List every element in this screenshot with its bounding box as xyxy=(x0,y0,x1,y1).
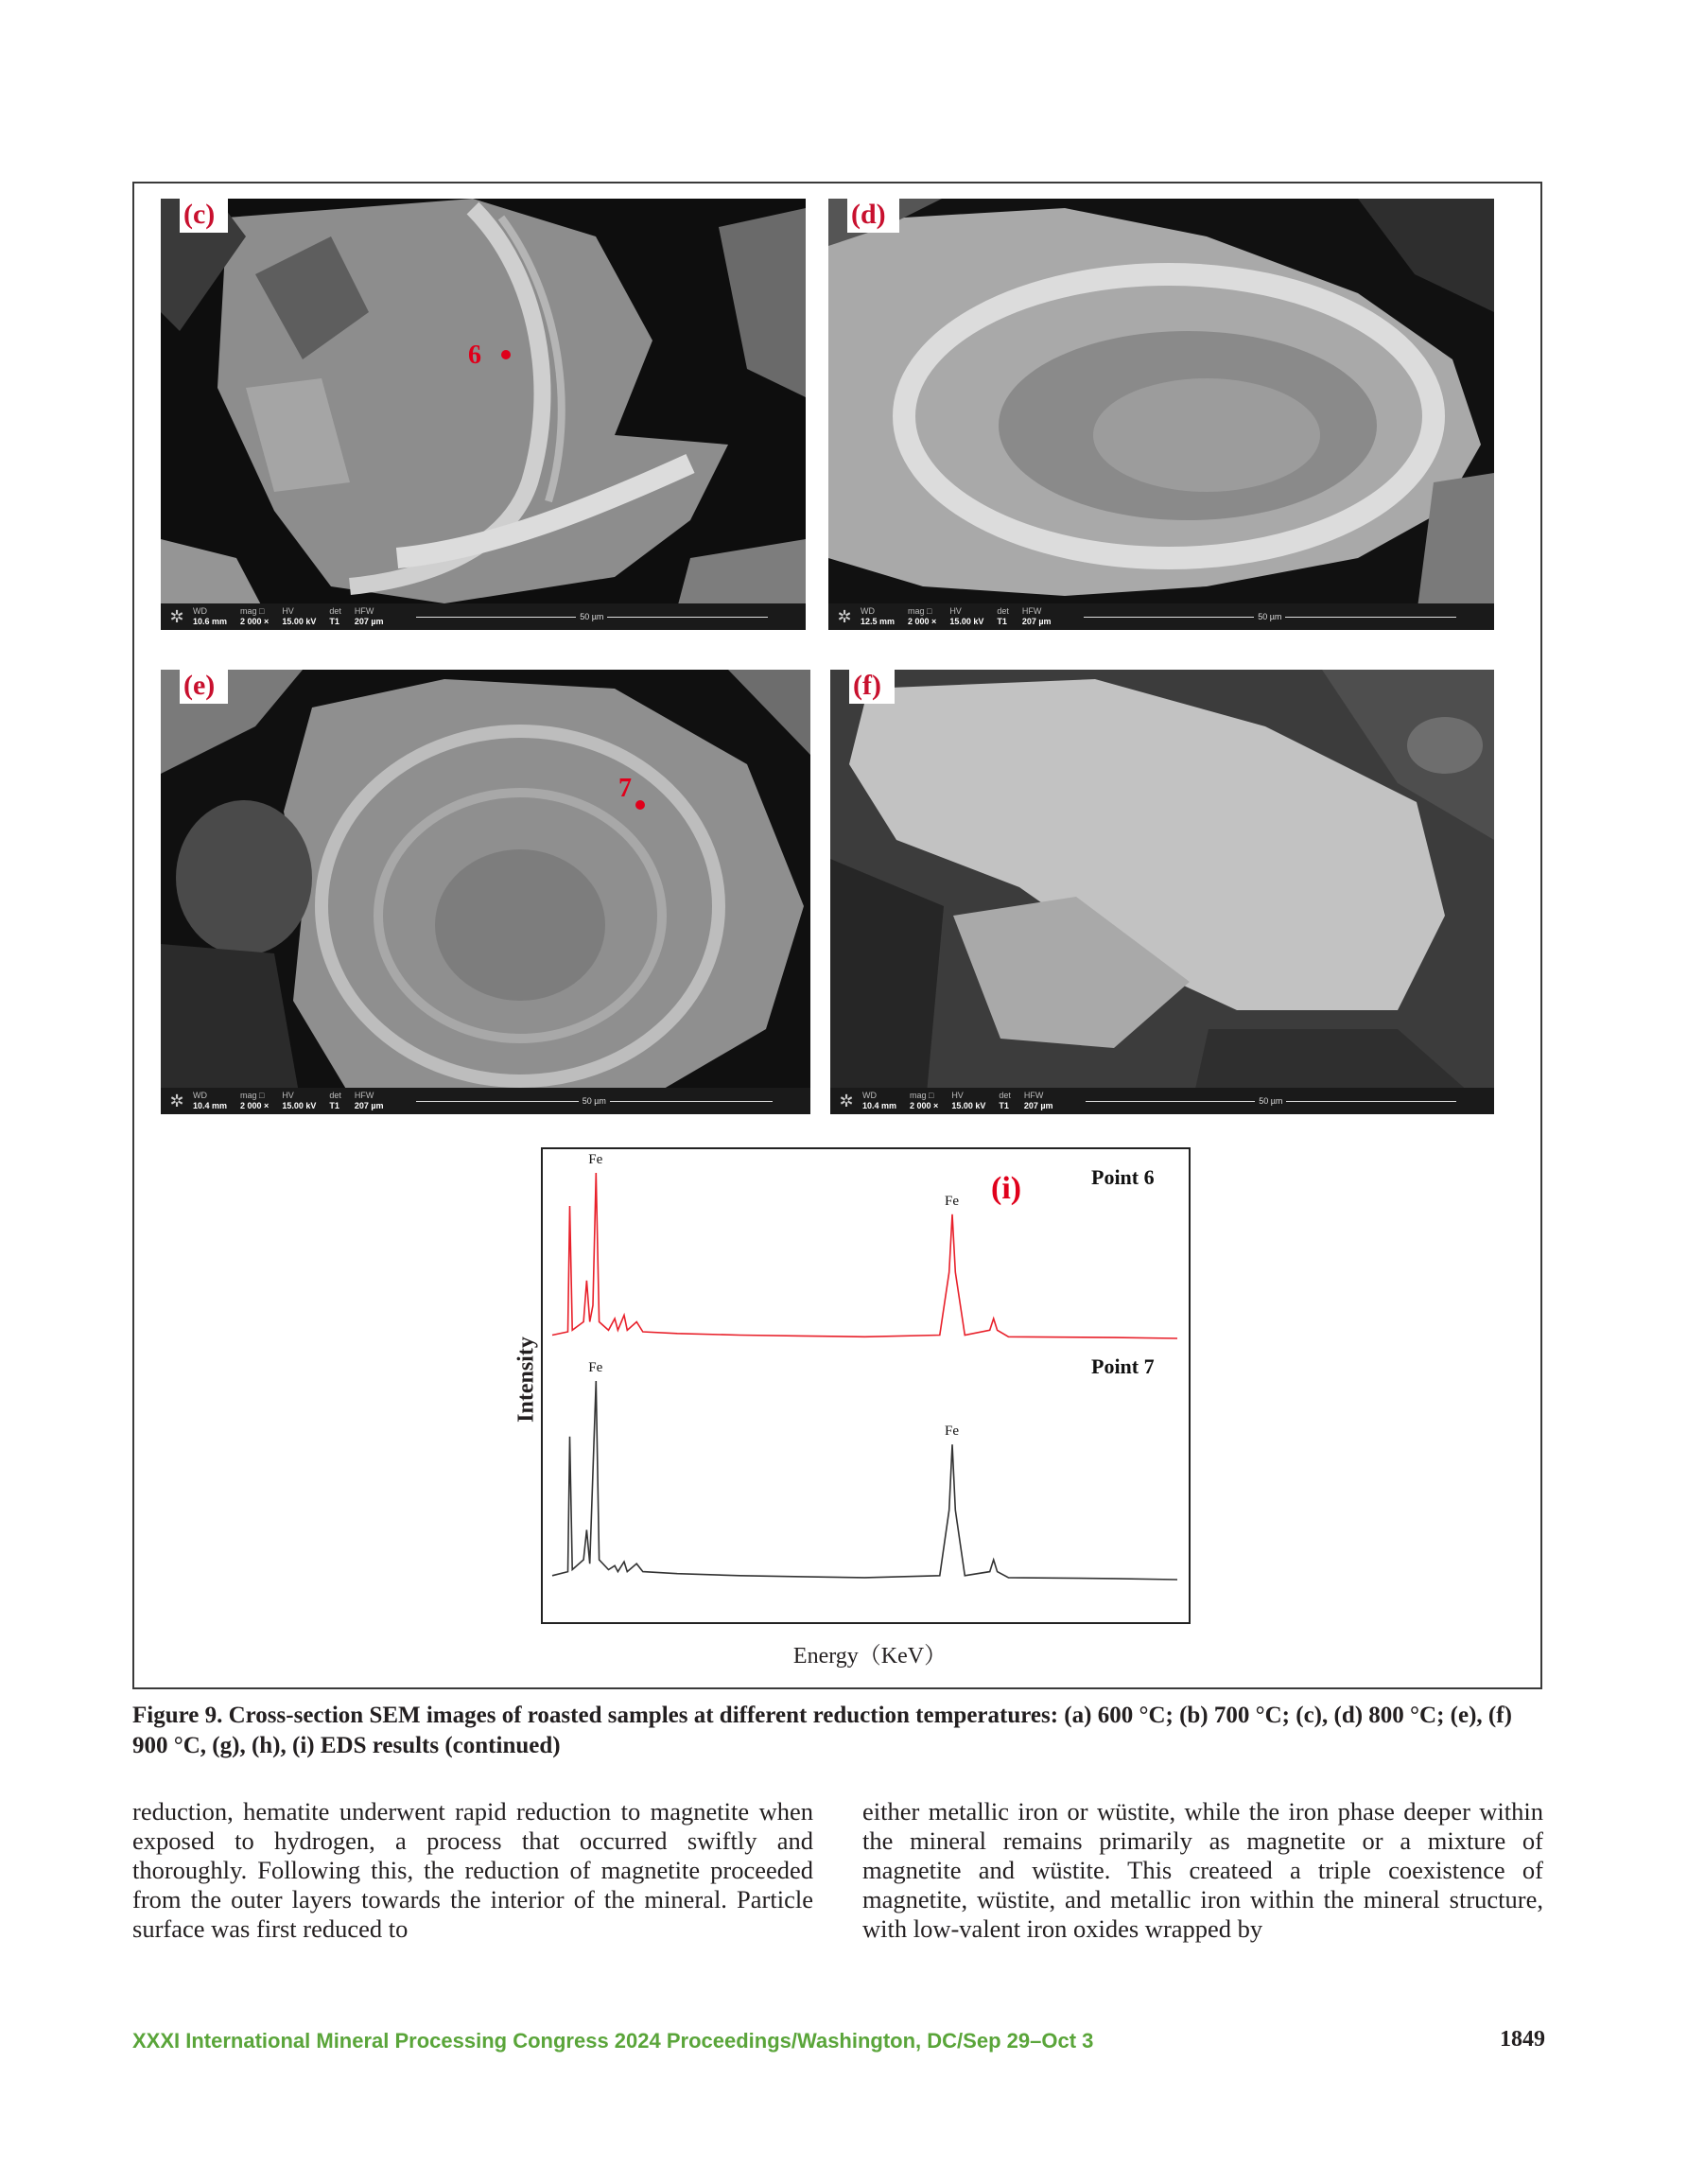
info-wd: 10.4 mm xyxy=(193,1101,228,1110)
panel-label-e: (e) xyxy=(180,670,228,704)
info-key-det: det xyxy=(329,606,341,616)
panel-label-d: (d) xyxy=(847,199,899,233)
eds-peak-label-2-2: Fe xyxy=(945,1424,960,1440)
sem-info-bar-f xyxy=(830,1088,1494,1114)
panel-label-f: (f) xyxy=(849,670,895,704)
info-hv: 15.00 kV xyxy=(282,617,317,626)
scale-bar xyxy=(1086,1096,1494,1106)
info-key-hfw: HFW xyxy=(354,1091,374,1100)
info-key-hfw: HFW xyxy=(1023,1091,1044,1100)
info-det: T1 xyxy=(997,617,1007,626)
info-hfw: 207 µm xyxy=(354,1101,384,1110)
sem-panel-f xyxy=(830,670,1494,1114)
panel-label-c: (c) xyxy=(180,199,228,233)
info-mag: 2 000 × xyxy=(240,1101,270,1110)
footer-proceedings: XXXI International Mineral Processing Congress 2024 Proceedings/Washington, DC/Sep 29–Oct 3 xyxy=(132,2029,1094,2053)
info-key-hfw: HFW xyxy=(1021,606,1042,616)
point-marker-6: 6 xyxy=(468,341,481,370)
info-key-mag: mag □ xyxy=(240,1091,265,1100)
eds-chart-frame xyxy=(541,1147,1191,1624)
scale-bar xyxy=(1084,612,1494,621)
eds-series-line-2 xyxy=(552,1381,1177,1580)
info-key-wd: WD xyxy=(862,1091,877,1100)
fei-logo-icon: ✲ xyxy=(169,606,184,626)
figure-caption: Figure 9. Cross-section SEM images of roasted samples at different reduction temperatures: (a) 600 °C; (b) 700 °C; (c), (d) 800 °C; (e), (f) 900 °C, (g), (h), (i) EDS results (continued) xyxy=(132,1703,1512,1758)
point-marker-7: 7 xyxy=(618,774,632,803)
scale-bar xyxy=(416,1096,810,1106)
scale-bar xyxy=(416,612,806,621)
fei-logo-icon: ✲ xyxy=(169,1091,184,1110)
info-mag: 2 000 × xyxy=(908,617,937,626)
sem-image-e xyxy=(161,670,810,1114)
info-key-det: det xyxy=(999,1091,1011,1100)
info-key-hv: HV xyxy=(282,606,294,616)
scale-text: 50 µm xyxy=(1258,612,1282,621)
info-key-hv: HV xyxy=(951,1091,964,1100)
sem-image-c xyxy=(161,199,806,630)
sem-info-bar-d xyxy=(828,603,1494,630)
info-key-wd: WD xyxy=(861,606,875,616)
body-text-right: either metallic iron or wüstite, while the iron phase deeper within the mineral remains primarily as magnetite or a mixture of magnetite and wüstite. This createed a triple coexistence of magnetite, wüstite, and metallic iron within the mineral structure, with low-valent iron oxides wrapped by xyxy=(862,1797,1543,1943)
info-mag: 2 000 × xyxy=(240,617,270,626)
fei-logo-icon: ✲ xyxy=(837,606,852,626)
info-wd: 10.4 mm xyxy=(862,1101,897,1110)
info-hfw: 207 µm xyxy=(1021,617,1052,626)
sem-panel-e xyxy=(161,670,810,1114)
info-det: T1 xyxy=(329,1101,339,1110)
info-hfw: 207 µm xyxy=(1023,1101,1053,1110)
info-key-mag: mag □ xyxy=(908,606,932,616)
info-key-hfw: HFW xyxy=(354,606,374,616)
eds-y-axis-label: Intensity xyxy=(513,1337,539,1423)
info-hv: 15.00 kV xyxy=(949,617,984,626)
info-det: T1 xyxy=(999,1101,1009,1110)
page-number: 1849 xyxy=(1500,2027,1545,2052)
fei-logo-icon: ✲ xyxy=(839,1091,854,1110)
info-key-det: det xyxy=(329,1091,341,1100)
eds-peak-label-2-1: Fe xyxy=(588,1360,603,1375)
eds-series-name-1: Point 6 xyxy=(1091,1165,1155,1189)
sem-info-bar-e xyxy=(161,1088,810,1114)
info-det: T1 xyxy=(329,617,339,626)
sem-panel-c xyxy=(161,199,806,630)
point-dot-6 xyxy=(501,350,511,359)
info-key-wd: WD xyxy=(193,1091,207,1100)
info-hfw: 207 µm xyxy=(354,617,384,626)
eds-x-axis-label: Energy（KeV） xyxy=(792,1644,948,1669)
info-key-mag: mag □ xyxy=(240,606,265,616)
info-key-wd: WD xyxy=(193,606,207,616)
sem-image-d xyxy=(828,199,1494,630)
scale-text: 50 µm xyxy=(582,1096,606,1106)
eds-peak-label-1-1: Fe xyxy=(588,1152,603,1167)
scale-text: 50 µm xyxy=(1259,1096,1283,1106)
info-wd: 12.5 mm xyxy=(861,617,896,626)
body-text-left: reduction, hematite underwent rapid reduction to magnetite when exposed to hydrogen, a process that occurred swiftly and thoroughly. Following this, the reduction of magnetite proceeded from the outer layers towards the interior of the mineral. Particle surface was first reduced to xyxy=(132,1797,813,1943)
info-key-hv: HV xyxy=(949,606,962,616)
point-dot-7 xyxy=(635,800,645,810)
info-mag: 2 000 × xyxy=(910,1101,939,1110)
info-hv: 15.00 kV xyxy=(951,1101,986,1110)
scale-text: 50 µm xyxy=(580,612,604,621)
sem-panel-d xyxy=(828,199,1494,630)
info-key-det: det xyxy=(997,606,1009,616)
eds-series-name-2: Point 7 xyxy=(1091,1354,1155,1378)
eds-peak-label-1-2: Fe xyxy=(945,1193,960,1209)
sem-info-bar-c xyxy=(161,603,806,630)
info-key-mag: mag □ xyxy=(910,1091,934,1100)
info-hv: 15.00 kV xyxy=(282,1101,317,1110)
sem-image-f xyxy=(830,670,1494,1114)
info-wd: 10.6 mm xyxy=(193,617,228,626)
eds-panel-label: (i) xyxy=(991,1171,1022,1206)
info-key-hv: HV xyxy=(282,1091,294,1100)
eds-chart xyxy=(543,1149,1189,1622)
eds-series-line-1 xyxy=(552,1173,1177,1338)
